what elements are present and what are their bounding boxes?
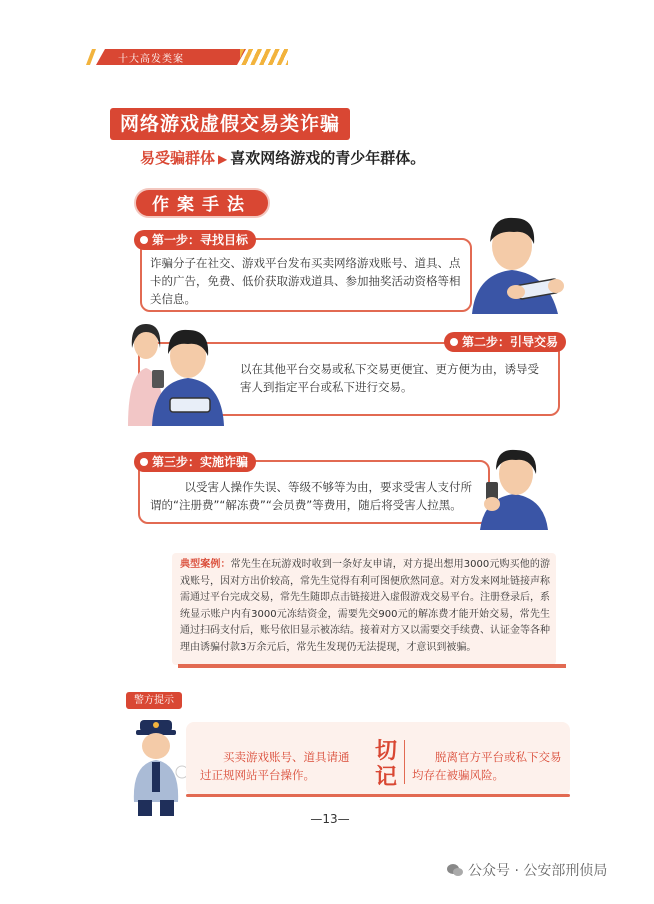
case-box-underline <box>178 664 566 668</box>
police-tip-divider <box>404 740 405 784</box>
police-tip-center-text: 切记 <box>374 738 397 790</box>
step-3-text: 以受害人操作失误、等级不够等为由，要求受害人支付所谓的“注册费”“解冻费”“会员费”等费用，随后将受害人拉黑。 <box>150 480 472 512</box>
methods-title: 作案手法 <box>134 188 270 218</box>
step-2-text: 以在其他平台交易或私下交易更便宜、更方便为由，诱导受害人到指定平台或私下进行交易。 <box>240 362 539 394</box>
police-tip-label: 警方提示 <box>126 692 182 709</box>
step-1-text: 诈骗分子在社交、游戏平台发布买卖网络游戏账号、道具、点卡的广告，免费、低价获取游戏道具、参加抽奖活动资格等相关信息。 <box>150 256 461 306</box>
police-tip-right-text: 脱离官方平台或私下交易均存在被骗风险。 <box>412 750 562 782</box>
girl-and-boy-illustration <box>124 318 228 426</box>
watermark <box>446 860 607 880</box>
victim-group-label: 易受骗群体 <box>140 149 216 167</box>
section-label: 十大高发类案 <box>118 54 184 65</box>
case-text <box>180 557 550 656</box>
step-2-label: 第二步：引导交易 <box>444 332 566 352</box>
victim-group <box>140 148 425 169</box>
police-tip-box-underline <box>186 794 570 797</box>
page-number: —13— <box>310 812 350 826</box>
header-accent <box>86 49 96 65</box>
victim-group-text: 喜欢网络游戏的青少年群体。 <box>230 149 426 167</box>
case-body: 常先生在玩游戏时收到一条好友申请，对方提出想用3000元购买他的游戏账号，因对方出价较高，常先生觉得有利可图便欣然同意。对方发来网址链接声称需通过平台完成交易，常先生随即点击链接进入虚假游戏交易平台。注册登录后，系统显示账户内有3000元冻结资金，需要先交900元的解冻费才能开始交易，常先生通过扫码支付后，账号依旧显示被冻结。接着对方又以需要交手续费、认证金等各种理由诱骗付款3万余元后，常先生发现仍无法提现，才意识到被骗。 <box>180 559 550 653</box>
police-tip-left-text: 买卖游戏账号、道具请通过正规网站平台操作。 <box>200 750 350 782</box>
watermark-text: 公众号 · 公安部刑侦局 <box>468 863 608 879</box>
step-1-label: 第一步：寻找目标 <box>134 230 256 250</box>
wechat-icon <box>446 863 464 877</box>
boy-worried-phone-illustration <box>478 446 550 530</box>
boy-playing-phone-illustration <box>462 208 568 314</box>
page-title: 网络游戏虚假交易类诈骗 <box>110 108 350 140</box>
step-3-label: 第三步：实施诈骗 <box>134 452 256 472</box>
header-stripes <box>240 49 288 65</box>
case-label: 典型案例： <box>180 559 231 570</box>
arrow-icon: ▶ <box>218 152 228 166</box>
police-officer-illustration <box>124 714 188 818</box>
